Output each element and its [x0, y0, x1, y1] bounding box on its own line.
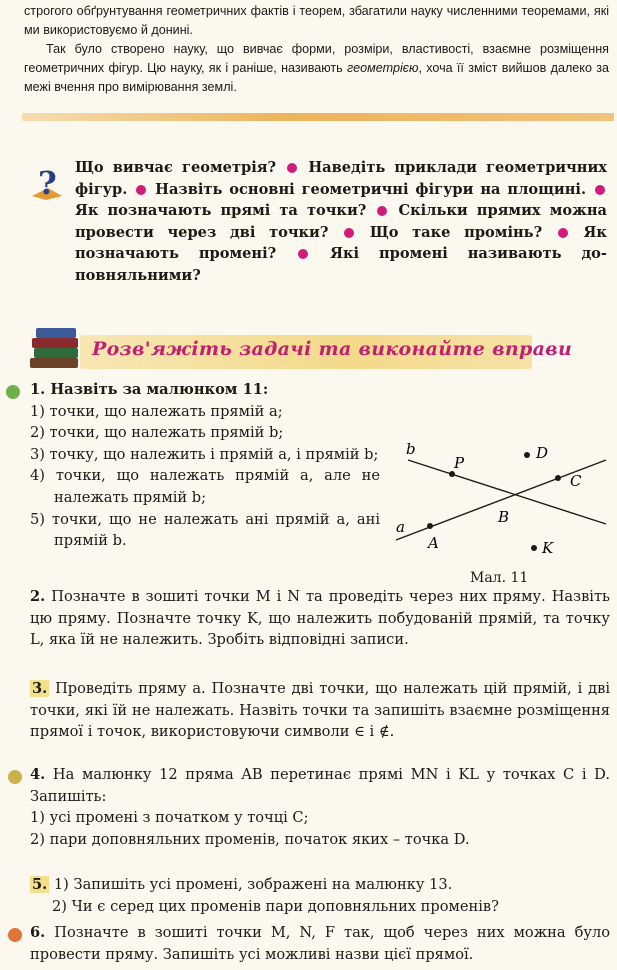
- bullet-dot-icon: [344, 228, 354, 238]
- question-7: Як позначають промені?: [75, 223, 607, 263]
- exercise-4-text: На малюнку 12 пряма AB перетинає прямі MN і KL у точках C і D. Запишіть:: [30, 766, 611, 805]
- question-3: Назвіть основні геометричні фігури на площині.: [155, 180, 587, 198]
- intro-paragraph-1: строгого обґрунтування геометричних фактів і теорем, збагатили науку численними теоремами, які ми використовуємо й донині.: [24, 4, 609, 37]
- exercise-6: [30, 922, 610, 965]
- bullet-dot-icon: [558, 228, 568, 238]
- exercise-4: [30, 764, 610, 850]
- exercise-5-item-1: 1) Запишіть усі промені, зображені на малюнку 13.: [53, 876, 453, 893]
- exercise-3-text: Проведіть пряму a. Позначте дві точки, що належать цій прямій, і дві точки, які їй не належать. Назвіть точки та запишіть взаємне розміщення прямої і точок, використовуючи символи ∈ і ∉.: [30, 680, 610, 741]
- exercise-1: [30, 379, 380, 552]
- level-1-marker-icon: [6, 385, 20, 399]
- exercise-1-title: 1. Назвіть за малюнком 11:: [30, 381, 269, 398]
- bullet-dot-icon: [287, 163, 297, 173]
- exercise-5-item-2: 2) Чи є серед цих променів пари доповняльних променів?: [52, 897, 499, 915]
- question-2: Наведіть приклади геометричних фігур.: [75, 159, 607, 198]
- label-b-point: B: [498, 508, 510, 526]
- exercise-1-item-4: 4) точки, що належать прямій a, але не належать прямій b;: [30, 467, 380, 506]
- exercise-4-number: 4.: [30, 766, 46, 783]
- point-a: [427, 523, 433, 529]
- term-geometry: геометрією: [347, 61, 419, 75]
- bullet-dot-icon: [595, 185, 605, 195]
- exercise-3-number: 3.: [32, 680, 48, 697]
- exercise-2-text: Позначте в зошиті точки M і N та проведіть через них пряму. Назвіть цю пряму. Позначте точку K, що належить побудованій прямій, та точку L, яка їй не належить. Зробіть відповідні записи.: [30, 588, 610, 649]
- point-d: [524, 452, 530, 458]
- question-icon: [28, 166, 68, 202]
- question-6: Що таке промінь?: [369, 223, 543, 241]
- label-a-point: A: [428, 534, 439, 552]
- intro-paragraph-2: Так було створено науку, що вивчає форми, розміри, властивості, взаємне розміщення геометричних фігур. Цю науку, як і раніше, називають геометрією, хоча її зміст вийшов далеко за межі вчення про вимірювання землі.: [24, 42, 609, 94]
- exercise-6-number: 6.: [30, 924, 46, 941]
- label-p: P: [454, 454, 465, 472]
- exercise-5-number: 5.: [32, 876, 48, 893]
- review-questions: [75, 157, 607, 287]
- exercise-2-number: 2.: [30, 588, 46, 605]
- exercise-6-text: Позначте в зошиті точки M, N, F так, щоб через них можна було провести пряму. Запишіть усі можливі назви цієї прямої.: [30, 924, 610, 963]
- point-c: [555, 475, 561, 481]
- label-c: C: [570, 472, 582, 490]
- exercise-1-item-5: 5) точки, що не належать ані прямій a, ані прямій b.: [30, 510, 380, 550]
- figure-11-caption: Мал. 11: [470, 570, 529, 586]
- question-5: Скільки прямих можна провести через дві точки?: [75, 202, 607, 241]
- separator-band: [22, 113, 614, 121]
- question-1: Що вивчає геометрія?: [75, 159, 277, 176]
- section-title: Розв'яжіть задачі та виконайте вправи: [92, 338, 573, 360]
- exercise-1-item-3: 3) точку, що належить і прямій a, і прямій b;: [30, 445, 379, 463]
- svg-text:?: ?: [38, 166, 57, 202]
- exercise-2: [30, 586, 610, 651]
- bullet-dot-icon: [136, 185, 146, 195]
- figure-11: [392, 436, 610, 570]
- label-d: D: [536, 444, 549, 462]
- exercise-4-item-1: 1) усі промені з початком у точці C;: [30, 809, 309, 827]
- point-k: [531, 545, 537, 551]
- level-2-marker-icon: [8, 770, 22, 784]
- label-b: b: [406, 440, 416, 458]
- exercise-1-item-2: 2) точки, що належать прямій b;: [30, 424, 284, 442]
- intro-text: [24, 2, 609, 97]
- exercise-3: [30, 678, 610, 743]
- label-a: a: [396, 518, 405, 536]
- books-icon: [26, 322, 84, 374]
- exercise-1-item-1: 1) точки, що належать прямій a;: [30, 402, 283, 420]
- question-8: Які промені називають доповняльними?: [75, 245, 607, 284]
- label-k: K: [542, 539, 554, 557]
- exercise-5: [30, 874, 610, 917]
- question-4: Як позначають прямі та точки?: [75, 202, 367, 220]
- level-3-marker-icon: [8, 928, 22, 942]
- bullet-dot-icon: [298, 249, 308, 259]
- bullet-dot-icon: [377, 206, 387, 216]
- exercise-4-item-2: 2) пари доповняльних променів, початок яких – точка D.: [30, 830, 470, 848]
